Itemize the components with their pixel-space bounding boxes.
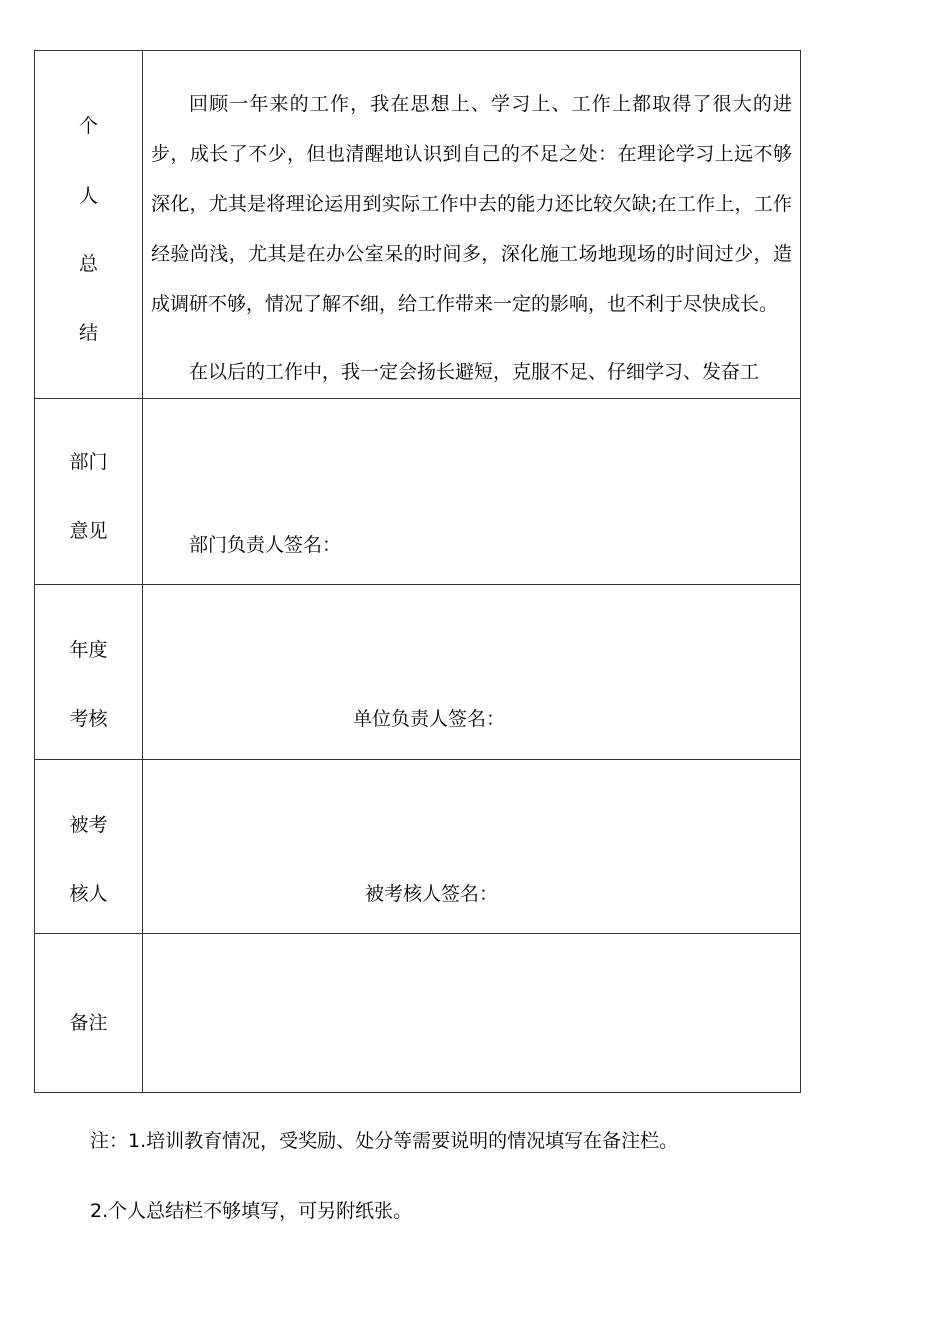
department-label-line-1: 部门 [69, 451, 108, 473]
department-head-signature-label: 部门负责人签名： [189, 534, 342, 556]
unit-head-signature-label: 单位负责人签名： [353, 708, 506, 730]
examinee-label-line-2: 核人 [69, 883, 108, 905]
annual-review-cell[interactable] [143, 585, 801, 760]
department-opinion-cell[interactable] [143, 399, 801, 585]
summary-row [35, 51, 801, 399]
annual-row [35, 585, 801, 760]
examinee-label-cell [35, 760, 143, 934]
remarks-label: 备注 [69, 1012, 108, 1034]
examinee-cell[interactable] [143, 760, 801, 934]
department-row [35, 399, 801, 585]
examinee-signature-label: 被考核人签名： [365, 883, 499, 905]
summary-label-char-1: 个 [78, 115, 98, 137]
summary-text [151, 79, 792, 397]
appraisal-form-table [34, 50, 801, 1093]
examinee-row [35, 760, 801, 934]
summary-label-char-2: 人 [78, 185, 98, 207]
department-label-line-2: 意见 [69, 520, 108, 542]
summary-label-cell [35, 51, 143, 399]
remarks-label-cell [35, 934, 143, 1093]
department-label-cell [35, 399, 143, 585]
summary-paragraph-1: 回顾一年来的工作，我在思想上、学习上、工作上都取得了很大的进步，成长了不少，但也清醒地认识到自己的不足之处：在理论学习上远不够深化，尤其是将理论运用到实际工作中去的能力还比较欠缺;在工作上，工作经验尚浅，尤其是在办公室呆的时间多，深化施工场地现场的时间过少，造成调研不够，情况了解不细，给工作带来一定的影响，也不利于尽快成长。 [151, 93, 792, 315]
annual-label-line-2: 考核 [69, 708, 108, 730]
summary-label-char-3: 总 [78, 253, 98, 275]
summary-paragraph-2: 在以后的工作中，我一定会扬长避短，克服不足、仔细学习、发奋工 [189, 361, 760, 383]
examinee-label-line-1: 被考 [69, 814, 108, 836]
note-line-1: 注：1.培训教育情况，受奖励、处分等需要说明的情况填写在备注栏。 [90, 1130, 679, 1152]
summary-label-char-4: 结 [78, 322, 98, 344]
annual-label-cell [35, 585, 143, 760]
summary-content-cell[interactable] [143, 51, 801, 399]
remarks-cell[interactable] [143, 934, 801, 1093]
remarks-row [35, 934, 801, 1093]
annual-label-line-1: 年度 [69, 639, 108, 661]
note-line-2: 2.个人总结栏不够填写，可另附纸张。 [90, 1200, 413, 1222]
